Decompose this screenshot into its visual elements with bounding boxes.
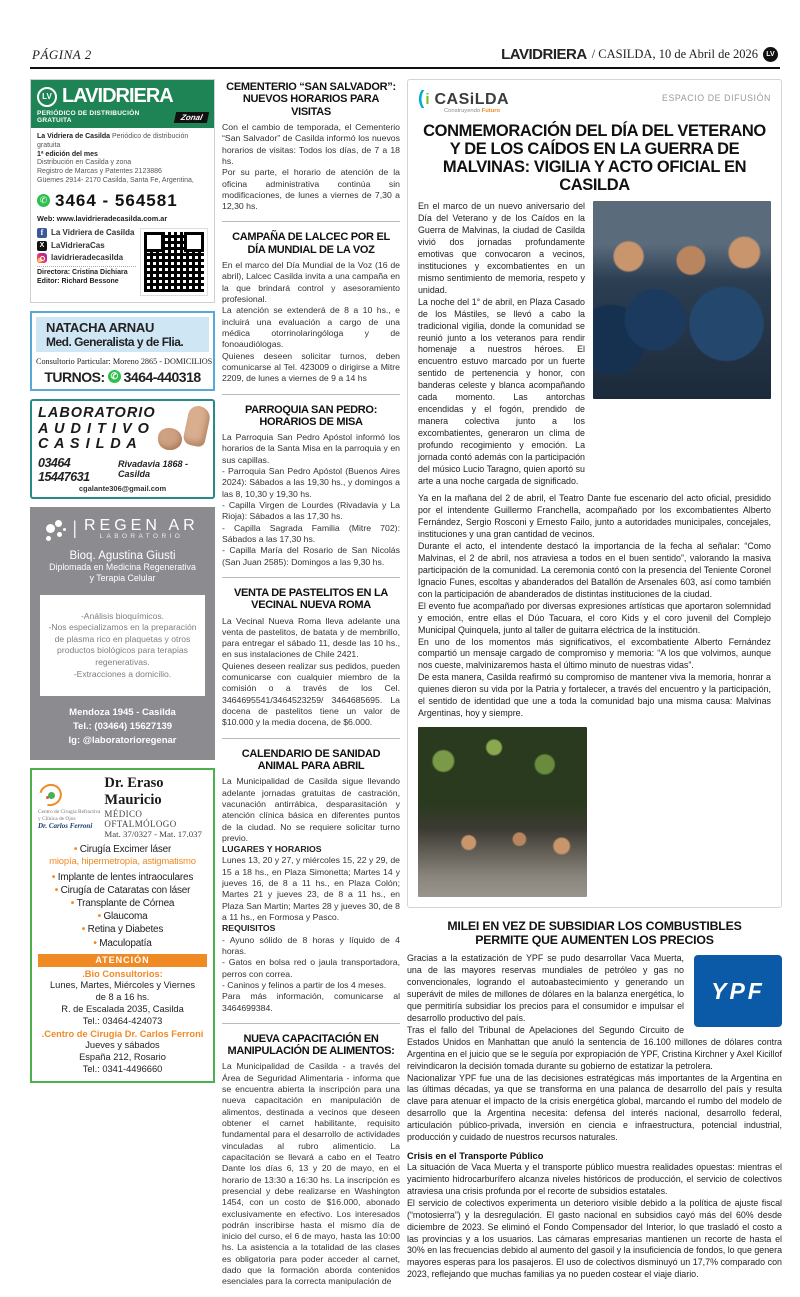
lv-logo-icon: LV [37, 87, 57, 107]
masthead-card [30, 79, 215, 303]
lab-phone: 03464 15447631 [38, 455, 90, 484]
attention-banner: ATENCIÓN [38, 954, 207, 967]
photo-veterans-act [593, 201, 771, 399]
photo-vigil-plaza [418, 727, 587, 897]
service-item: • Glaucoma [38, 910, 207, 923]
clinic-name: Centro de Cirugía Refractiva [38, 809, 101, 816]
ypf-logo-text: YPF [711, 977, 765, 1004]
ad-laboratorio-auditivo [30, 399, 215, 499]
info-line: Lunes, Martes, Miércoles y Viernes [49, 979, 196, 990]
paragraph: Tras el fallo del Tribunal de Apelaciones del Segundo Circuito de Estados Unidos en Manhattan que anuló la sentencia de 16.100 millones de dólares contra Argentina en el juicio que se le seguía por expropiación de YPF, Cristina Kirchner y Axel Kicillof reivindicaron la decisión tomada durante su gobierno de estatizar la petrolera. [407, 1024, 782, 1071]
website-url: Web: www.lavidrieradecasilda.com.ar [37, 213, 168, 223]
paragraph: Quienes deseen realizar sus pedidos, pueden comunicarse con cualquier miembro de la comisión o a través de los Cel. 3464695541/3464523259/ 3464685695. La docena de pastelitos tiene un valor de $10.000 y la media docena, de $6.000. [222, 660, 400, 728]
paragraph: En uno de los momentos más significativos, el excombatiente Alberto Fernández compartió un mensaje cargado de compromiso y memoria: “A los que volvimos, aunque nos cueste, malvinizaremos hasta el último minuto de nuestras vidas”. [418, 636, 771, 671]
feature-body-column [418, 201, 585, 487]
header-brand-date [501, 46, 778, 63]
service-line: -Extracciones a domicilio. [73, 668, 172, 679]
article-cementerio [222, 79, 400, 221]
director-line: Directora: Cristina Dichiara [37, 269, 128, 277]
doctor-specialty: MÉDICO OFTALMÓLOGO [104, 808, 177, 829]
paragraph: La situación de Vaca Muerta y el transporte público muestra realidades opuestas: mientras el yacimiento hidrocarburífero alcanza niveles históricos de producción, el servicio de colectivos atraviesa una crisis profunda por el recorte de subsidios estatales. [407, 1162, 782, 1196]
masthead-info-line: Registro de Marcas y Patentes 2123886 [37, 168, 162, 175]
regenar-brand-sub: LABORATORIO [99, 532, 184, 540]
article-title: VENTA DE PASTELITOS EN LA VECINAL NUEVA ROMA [233, 586, 389, 612]
section-label: REQUISITOS [222, 923, 276, 934]
casilda-slogan: Construyendo [444, 108, 482, 114]
masthead-info-lines [37, 159, 208, 185]
paragraph: Ya en la mañana del 2 de abril, el Teatro Dante fue escenario del acto oficial, presidido por el intendente Guillermo Franchella, acompañado por los excombatientes Alberto Fernández, Sergio Rosconi y Ernesto Failo, junto a autoridades municipales, concejales, instituciones y una gran cantidad de vecinos. [418, 493, 771, 540]
paragraph: Lunes 13, 20 y 27, y miércoles 15, 22 y 29, de 15 a 18 hs., en Plaza Simonetta; Martes 14 y jueves 16, de 8 a 11 hs., en Plaza Colón; Martes 21 y jueves 23, de 8 a 11 hs., en Plaza San Martin; Martes 28 y jueves 30, de 8 a 11 hs., en Formosa y Pasco. [222, 855, 400, 922]
article-title: CAMPAÑA DE LALCEC POR EL DÍA MUNDIAL DE LA VOZ [232, 231, 390, 256]
page-header [30, 46, 780, 67]
section-label: LUGARES Y HORARIOS [222, 844, 322, 855]
logo-divider: | [72, 517, 77, 538]
service-item: • Cirugía de Cataratas con láser [38, 884, 207, 897]
casilda-logo-i: i [425, 91, 430, 108]
lab-name [38, 406, 156, 453]
masthead-info [31, 128, 214, 302]
doctor-name: NATACHA ARNAU [46, 319, 155, 335]
ypf-article-title [407, 919, 782, 947]
qr-code [140, 228, 208, 296]
masthead-title: LAVIDRIERA [62, 85, 173, 107]
ypf-logo [694, 955, 782, 1027]
page-number-label: PÁGINA 2 [32, 47, 92, 62]
issue-date: / CASILDA, 10 de Abril de 2026 [591, 47, 758, 61]
info-line: Jueves y sábados [85, 1040, 160, 1051]
paragraph: - Parroquia San Pedro Apóstol (Buenos Aires 2024): Sábados a las 19,30 hs., y domingos a las 8, 10,30 y 19,30 hs. [222, 466, 400, 499]
masthead-info-line: Distribución en Casilda y zona [37, 159, 132, 167]
diploma-line: y Terapia Celular [89, 573, 156, 584]
brand-logotype: LAVIDRIERA [501, 46, 587, 63]
doctor-specialty: Med. Generalista y de Flia. [46, 334, 184, 349]
services-list [38, 871, 207, 950]
requisito-item: - Gatos en bolsa red o jaula transportadora, perros con correa. [222, 957, 400, 979]
article-body [222, 260, 400, 384]
info-line: R. de Escalada 2035, Casilda [61, 1004, 184, 1014]
ypf-article [407, 919, 782, 1281]
article-title: PARROQUIA SAN PEDRO: HORARIOS DE MISA [244, 403, 378, 428]
twitter-handle: LaVidrieraCas [51, 240, 105, 250]
ad-regenar [30, 507, 215, 760]
clinic-doctor: Dr. Carlos Ferroni [38, 822, 93, 831]
paragraph: La Municipalidad de Casilda - a través del Área de Seguridad Alimentaria - informa que se encuentra abierta la inscripción para una nueva capacitación en manipulación de alimentos, destinada a vecinos que deseen obtener el carnet habilitante, requisito fundamental para el desarrollo de actividades vinculadas al rubro alimenticio. La capacitación se llevará a cabo en el Teatro Dante los días 6, 13 y 20 de mayo, en el horario de 13:30 a 16:30 hs. La inscripción es presencial y debe realizarse en Washington 1454, con un costo de $16.000, abonado exclusivamente en efectivo. Los interesados podrán inscribirse hasta el mismo día de inicio del curso, el 6 de mayo, hasta las 10:00 hs. La asistencia a la totalidad de las clases es obligatoria para poder acceder al carnet, dado que la formación aborda contenidos esenciales para la correcta manipulación de [222, 1061, 400, 1287]
regenar-brand: REGEN AR [84, 516, 199, 534]
lv-logo-icon: LV [763, 47, 778, 62]
requisito-item: - Ayuno sólido de 8 horas y líquido de 4 horas. [222, 934, 400, 956]
instagram-icon [37, 253, 47, 263]
article-title: CALENDARIO DE SANIDAD ANIMAL PARA ABRIL [241, 747, 381, 772]
casilda-logo-mark: ( [418, 88, 425, 109]
service-line: -Nos especializamos en la preparación de plasma rico en plaquetas y otros productos biológicos para terapias regenerativas. [48, 622, 197, 668]
facebook-handle: La Vidriera de Casilda [51, 228, 135, 238]
casilda-logo [418, 89, 509, 115]
license-numbers: Mat. 37/0327 - Mat. 17.037 [104, 828, 202, 839]
instagram-handle: lavidrieradecasilda [51, 253, 124, 263]
paper-type: Periódico de distribución gratuita [37, 133, 189, 149]
eye-clinic-logo [38, 783, 68, 809]
service-item: • Transplante de Córnea [38, 897, 207, 910]
transport-body [407, 1162, 782, 1281]
paragraph: Durante el acto, el intendente destacó la importancia de la fecha al señalar: “Como Malvinas, el 2 de abril, nos atraviesa a todos en el buen sentido”, valorando la masiva participación de la comunidad. La ceremonia contó con la presencia del Teniente Coronel Ignacio Funes, escoltas y abanderados del Batallón de Arsenales 603, así como también con la participación de abanderados de distintas instituciones de la ciudad. [418, 541, 771, 599]
x-twitter-icon: X [37, 241, 47, 251]
article-title: CEMENTERIO “SAN SALVADOR”: NUEVOS HORARIOS PARA VISITAS [226, 81, 396, 118]
article-body [222, 122, 400, 213]
feature-headline: CONMEMORACIÓN DEL DÍA DEL VETERANO Y DE LOS CAÍDOS EN LA GUERRA DE MALVINAS: VIGILIA Y ACTO OFICIAL EN CASILDA [423, 121, 766, 195]
paragraph: La atención se extenderá de 8 a 10 hs., e incluirá una evaluación a cargo de una médica otorrinolaringóloga y de fonoaudiólogas. [222, 305, 400, 350]
hearing-aid-image [156, 406, 212, 452]
lab-name-line: C A S I L D A [38, 436, 138, 453]
bio-consultorios-label: .Bio Consultorios: [82, 968, 163, 979]
service-item: • Retina y Diabetes [38, 923, 207, 936]
article-body [222, 432, 400, 568]
header-rule [30, 67, 780, 69]
paragraph: El evento fue acompañado por diversas expresiones artísticas que aportaron solemnidad y emoción, entre ellas el Dúo Tacuara, el coro Kids y el coro juvenil del Complejo Municipal Quinquela, junto al taller de guitarra eléctrica de la institución. [418, 600, 771, 635]
article-lalcec [222, 221, 400, 393]
article-sanidad-animal [222, 738, 400, 1023]
turnos-label: TURNOS: [44, 368, 105, 385]
paragraph: La Municipalidad de Casilda sigue llevando adelante jornadas gratuitas de castración, vacunación antirrábica, desparasitación y atención clínica básica en diferentes puntos de la ciudad. No se requiere solicitar turno previo. [222, 776, 400, 843]
photo-stage-flags [595, 727, 771, 897]
title-line: PERMITE QUE AUMENTEN LOS PRECIOS [475, 933, 714, 948]
paragraph: Nacionalizar YPF fue una de las decisiones estratégicas más importantes de la Argentina en las últimas décadas, ya que se transforma en una palanca de desarrollo del país y resulta clave para atenuar el impacto de la crisis energética global, marcando el rumbo del modelo de desarrollo que la Argentina necesita: defensa del interés nacional, desarrollo federal, articulación público-privada, inversión en ciencia e infraestructura, potencial industrial, producción y cuidado de nuestros recursos naturales. [407, 1072, 782, 1143]
editor-line: Editor: Richard Bessone [37, 278, 119, 286]
facebook-icon: f [37, 228, 47, 238]
regenar-address: Mendoza 1945 - Casilda [69, 707, 176, 719]
social-links [37, 226, 136, 296]
regenar-services [40, 595, 205, 697]
info-line: de 8 a 16 hs. [95, 991, 150, 1002]
centro-cirugia-info [38, 1039, 207, 1075]
espacio-difusion-label: ESPACIO DE DIFUSIÓN [662, 93, 771, 103]
ad-natacha-arnau [30, 311, 215, 391]
diploma-line: Diplomada en Medicina Regenerativa [49, 561, 196, 572]
lab-name-line: A U D I T I V O [38, 420, 150, 437]
ad-eraso-mauricio [30, 768, 215, 1084]
regenar-phone: Tel.: (03464) 15627139 [72, 721, 173, 732]
doctor-name: Dr. Eraso Mauricio [104, 774, 164, 808]
paragraph: La Parroquia San Pedro Apóstol informó los horarios de la Santa Misa en la parroquia y en sus capillas. [222, 432, 400, 465]
paragraph: La Vecinal Nueva Roma lleva adelante una venta de pastelitos, de batata y de membrillo, para entregar el sábado 11, desde las 10 hs., en sus instalaciones de Chile 2421. [222, 615, 400, 660]
requisito-item: - Caninos y felinos a partir de los 4 meses. [222, 979, 387, 990]
article-capacitacion [222, 1023, 400, 1297]
office-address: Consultorio Particular: Moreno 2865 - DOMICILIOS [36, 356, 213, 366]
biochemist-name: Bioq. Agustina Giusti [69, 549, 176, 562]
casilda-logo-name: CASiLDA [434, 91, 510, 108]
article-pastelitos [222, 577, 400, 738]
masthead-tagline: PERIÓDICO DE DISTRIBUCIÓN GRATUITA [37, 110, 140, 124]
paragraph: Gracias a la estatización de YPF se pudo desarrollar Vaca Muerta, una de las mayores reservas mundiales de petróleo y gas no convencionales, logrando el autoabastecimiento y generando un superávit de miles de millones de dólares en la balanza energética, lo que permitiría subsidiar los precios para el consumidor e impulsar el desarrollo productivo del país. [407, 953, 684, 1023]
paragraph: De esta manera, Casilda reafirmó su compromiso de mantener viva la memoria, honrar a quienes dieron su vida por la Patria y fortalecer, a través del encuentro y la participación, el sentido de identidad que une a toda la comunidad bajo una misma causa: Malvinas Argentinas, hoy y siempre. [418, 672, 771, 719]
left-column [30, 79, 215, 1091]
zonal-badge: Zonal [173, 112, 209, 123]
turnos-phone: 3464-440318 [123, 368, 201, 385]
paragraph: - Capilla María del Rosario de San Nicolás (San Juan 2585): Domingos a las 9,30 hs. [222, 545, 400, 567]
edition-line: 1ª edición del mes [37, 150, 98, 158]
service-item: • Cirugía Excimer láser [38, 843, 207, 856]
info-line: Tel.: 03464-424073 [82, 1016, 163, 1027]
info-line: Tel.: 0341-4496660 [82, 1064, 163, 1075]
whatsapp-icon: ✆ [37, 194, 50, 207]
centro-cirugia-label: .Centro de Cirugía Dr. Carlos Ferroni [41, 1029, 204, 1040]
transport-subtitle: Crisis en el Transporte Público [407, 1151, 544, 1162]
municipal-feature-box [407, 79, 782, 908]
article-body [222, 1061, 400, 1287]
service-item: • Implante de lentes intraoculares [38, 871, 207, 884]
paragraph: - Capilla Sagrada Familia (Mitre 702): Sábados a las 17,30 hs. [222, 522, 400, 544]
transport-section [407, 1151, 782, 1281]
paragraph: Con el cambio de temporada, el Cementerio “San Salvador” de Casilda informó los nuevos horarios de visitas: Todos los días, de 7 a 18 hs. [222, 121, 400, 166]
clinic-name: y Clínica de Ojos [38, 815, 76, 822]
masthead-banner [31, 80, 214, 128]
masthead-phone: 3464 - 564581 [55, 190, 178, 210]
service-line: -Análisis bioquímicos. [80, 610, 165, 621]
article-body [222, 616, 400, 729]
paragraph: En el marco del Día Mundial de la Voz (16 de abril), Lalcec Casilda invita a una campaña en la que brindará control y asesoramiento profesional. [222, 260, 400, 304]
whatsapp-icon: ✆ [108, 370, 121, 383]
municipal-section [407, 79, 782, 1281]
service-highlight: miopía, hipermetropía, astigmatismo [49, 855, 196, 867]
news-column [222, 79, 400, 1297]
casilda-slogan-accent: Futuro [481, 108, 501, 114]
regenar-contact [38, 706, 207, 747]
paragraph: Para más información, comunicarse al 3464699384. [222, 991, 400, 1013]
lab-address: Rivadavia 1868 - Casilda [117, 458, 189, 479]
paragraph: En el marco de un nuevo aniversario del Día del Veterano y de los Caídos en la Guerra de Malvinas, la ciudad de Casilda vivió dos jornadas profundamente emotivas que convocaron a vecinos, instituciones y excombatientes en un mismo sentimiento de memoria, respeto y unidad. [418, 201, 585, 295]
title-line: MILEI EN VEZ DE SUBSIDIAR LOS COMBUSTIBLES [447, 919, 742, 933]
paragraph: - Capilla Virgen de Lourdes (Rivadavia y La Rioja): Sábados a las 17,30 hs. [222, 500, 400, 522]
bio-consultorios-info [38, 979, 207, 1027]
masthead-info-line: Güemes 2914- 2170 Casilda, Santa Fe, Argentina, [37, 176, 194, 184]
paragraph: Quienes deseen solicitar turnos, deben comunicarse al Tel. 423009 o dirigirse a Mitre 2209, de lunes a viernes de 9 a 14 hs [222, 350, 400, 384]
requisitos-list [222, 935, 400, 992]
lab-email: cgalante306@gmail.com [78, 483, 167, 493]
article-title: NUEVA CAPACITACIÓN EN MANIPULACIÓN DE ALIMENTOS: [227, 1032, 395, 1058]
paper-name: La Vidriera de Casilda [37, 133, 111, 140]
paragraph: La noche del 1° de abril, en Plaza Casado de los Mástiles, se llevó a cabo la tradicional vigilia, donde la comunidad se reunió junto a los veteranos para rendir homenaje a nuestros héroes. El encuentro estuvo marcado por un fuerte sentido de pertenencia y honor, con banderas celeste y blanca acompañando cada momento. Las antorchas encendidas y el fogón, prendido de manera colectiva junto a los excombatientes, generaron un clima de profundo recogimiento y emoción. La jornada contó además con la participación del músico Lucio Taragno, quien aportó su arte a una noche cargada de significado. [418, 296, 585, 486]
regenar-instagram: Ig: @laboratorioregenar [68, 734, 177, 746]
paragraph: El servicio de colectivos experimenta un deterioro visible debido a la política de ajuste fiscal (“motosierra”) y la desregulación. El gasto nacional en subsidios cayó más del 60% desde diciembre de 2023. Se eliminó el Fondo Compensador del Interior, lo que trasladó el costo a las provincias y a los usuarios. Las cámaras empresarias mantienen un recorte de hasta el 30% en las frecuencias debido al aumento del gasoil y la insuficiencia de fondos, lo que genera mayores esperas para los pasajeros. El uso de colectivos disminuyó un 17,7% comparado con 2023, reflejando que muchas familias ya no pueden costear el viaje diario. [407, 1197, 782, 1280]
paragraph: Por su parte, el horario de atención de la oficina administrativa continúa sin modificaciones, de lunes a viernes de 7,30 a 12,30 hs. [222, 167, 400, 212]
article-parroquia [222, 394, 400, 577]
regenar-molecule-icon [46, 524, 55, 533]
lab-name-line: LABORATORIO [38, 404, 156, 421]
service-item: • Maculopatía [38, 937, 207, 950]
feature-body-full [418, 493, 771, 720]
ad-natacha-header [36, 317, 209, 352]
info-line: España 212, Rosario [79, 1052, 166, 1063]
